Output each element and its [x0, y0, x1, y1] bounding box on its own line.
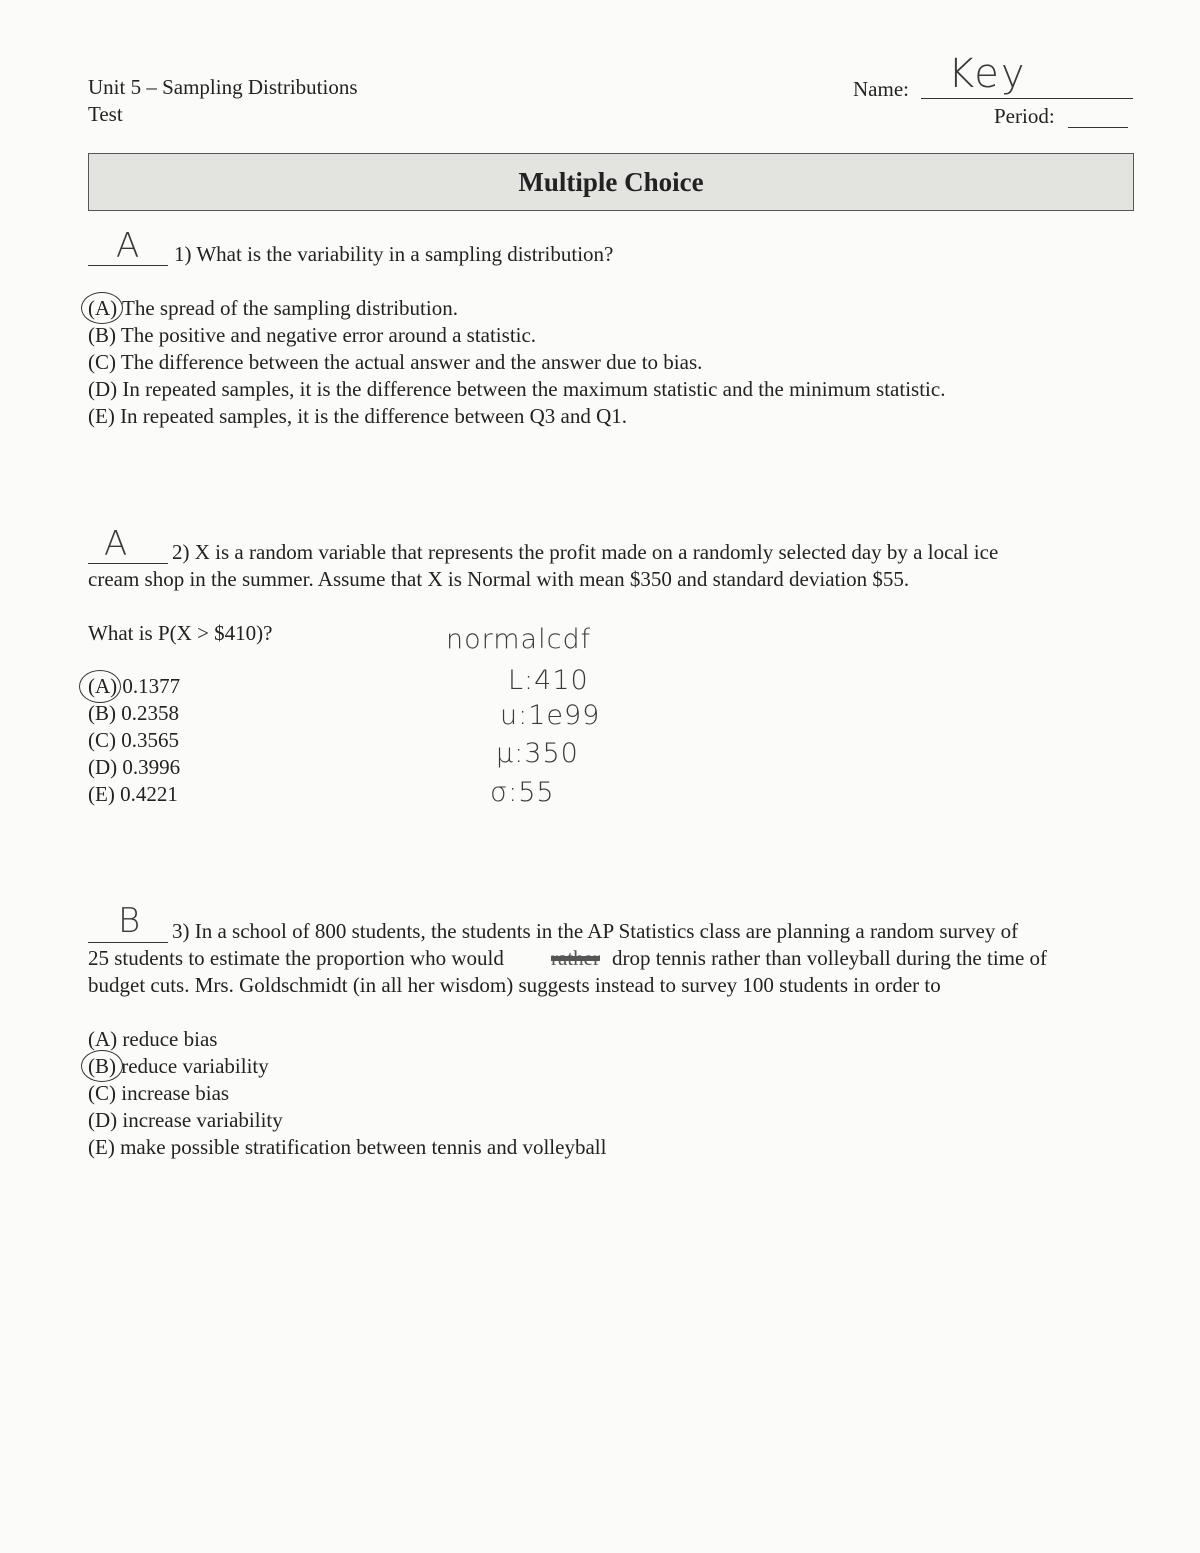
- q1-choice-d[interactable]: (D) In repeated samples, it is the difference between the maximum statistic and the minimum statistic.: [88, 377, 946, 401]
- q2-choice-a[interactable]: (A) 0.1377: [88, 674, 181, 698]
- struck-word: rather: [551, 946, 600, 970]
- work-upper: u:1e99: [500, 700, 601, 731]
- test-label: Test: [88, 102, 123, 126]
- name-value: Key: [948, 51, 1027, 97]
- work-lower: L:410: [508, 665, 589, 696]
- answer-blank-q3[interactable]: [88, 942, 168, 943]
- work-function: normalcdf: [446, 624, 592, 655]
- selected-answer-circle: [81, 292, 123, 324]
- q3-choice-a[interactable]: (A) reduce bias: [88, 1027, 218, 1051]
- question-3-stem-line-2a: 25 students to estimate the proportion who would: [88, 946, 504, 970]
- q2-choice-e[interactable]: (E) 0.4221: [88, 782, 178, 806]
- name-label: Name:: [853, 77, 909, 101]
- q3-choice-c[interactable]: (C) increase bias: [88, 1081, 230, 1105]
- q2-choice-c[interactable]: (C) 0.3565: [88, 728, 179, 752]
- q1-choice-e[interactable]: (E) In repeated samples, it is the difference between Q3 and Q1.: [88, 404, 627, 428]
- q2-choice-d[interactable]: (D) 0.3996: [88, 755, 181, 779]
- question-1-stem: 1) What is the variability in a sampling distribution?: [174, 242, 614, 266]
- q3-choice-b[interactable]: (B) reduce variability: [88, 1054, 269, 1078]
- work-mean: μ:350: [496, 738, 579, 769]
- period-label: Period:: [994, 104, 1055, 128]
- answer-blank-q2[interactable]: [88, 563, 168, 564]
- section-banner: [88, 153, 1134, 211]
- q2-choice-b[interactable]: (B) 0.2358: [88, 701, 179, 725]
- q1-choice-c[interactable]: (C) The difference between the actual answer and the answer due to bias.: [88, 350, 703, 374]
- question-2-prompt: What is P(X > $410)?: [88, 621, 273, 645]
- unit-title: Unit 5 – Sampling Distributions: [88, 75, 358, 99]
- selected-answer-circle: [79, 670, 121, 703]
- question-3-stem-line-3: budget cuts. Mrs. Goldschmidt (in all her wisdom) suggests instead to survey 100 students in order to: [88, 973, 941, 997]
- selected-answer-circle: [81, 1050, 123, 1082]
- period-line[interactable]: [1068, 127, 1128, 128]
- q3-choice-e[interactable]: (E) make possible stratification between tennis and volleyball: [88, 1135, 607, 1159]
- q3-choice-d[interactable]: (D) increase variability: [88, 1108, 283, 1132]
- question-2-stem-line-1: 2) X is a random variable that represents the profit made on a randomly selected day by a local ice: [172, 540, 999, 564]
- work-sd: σ:55: [490, 777, 555, 808]
- answer-q1: A: [116, 226, 140, 266]
- question-3-stem-line-1: 3) In a school of 800 students, the students in the AP Statistics class are planning a random survey of: [172, 919, 1019, 943]
- question-2-stem-line-2: cream shop in the summer. Assume that X is Normal with mean $350 and standard deviation $55.: [88, 567, 910, 591]
- q1-choice-a[interactable]: (A) The spread of the sampling distribution.: [88, 296, 458, 320]
- answer-q2: A: [104, 524, 128, 564]
- question-3-stem-line-2b: drop tennis rather than volleyball during the time of: [612, 946, 1048, 970]
- q1-choice-b[interactable]: (B) The positive and negative error around a statistic.: [88, 323, 537, 347]
- name-line[interactable]: [921, 98, 1133, 99]
- section-title: Multiple Choice: [518, 166, 704, 197]
- answer-q3: B: [118, 901, 141, 941]
